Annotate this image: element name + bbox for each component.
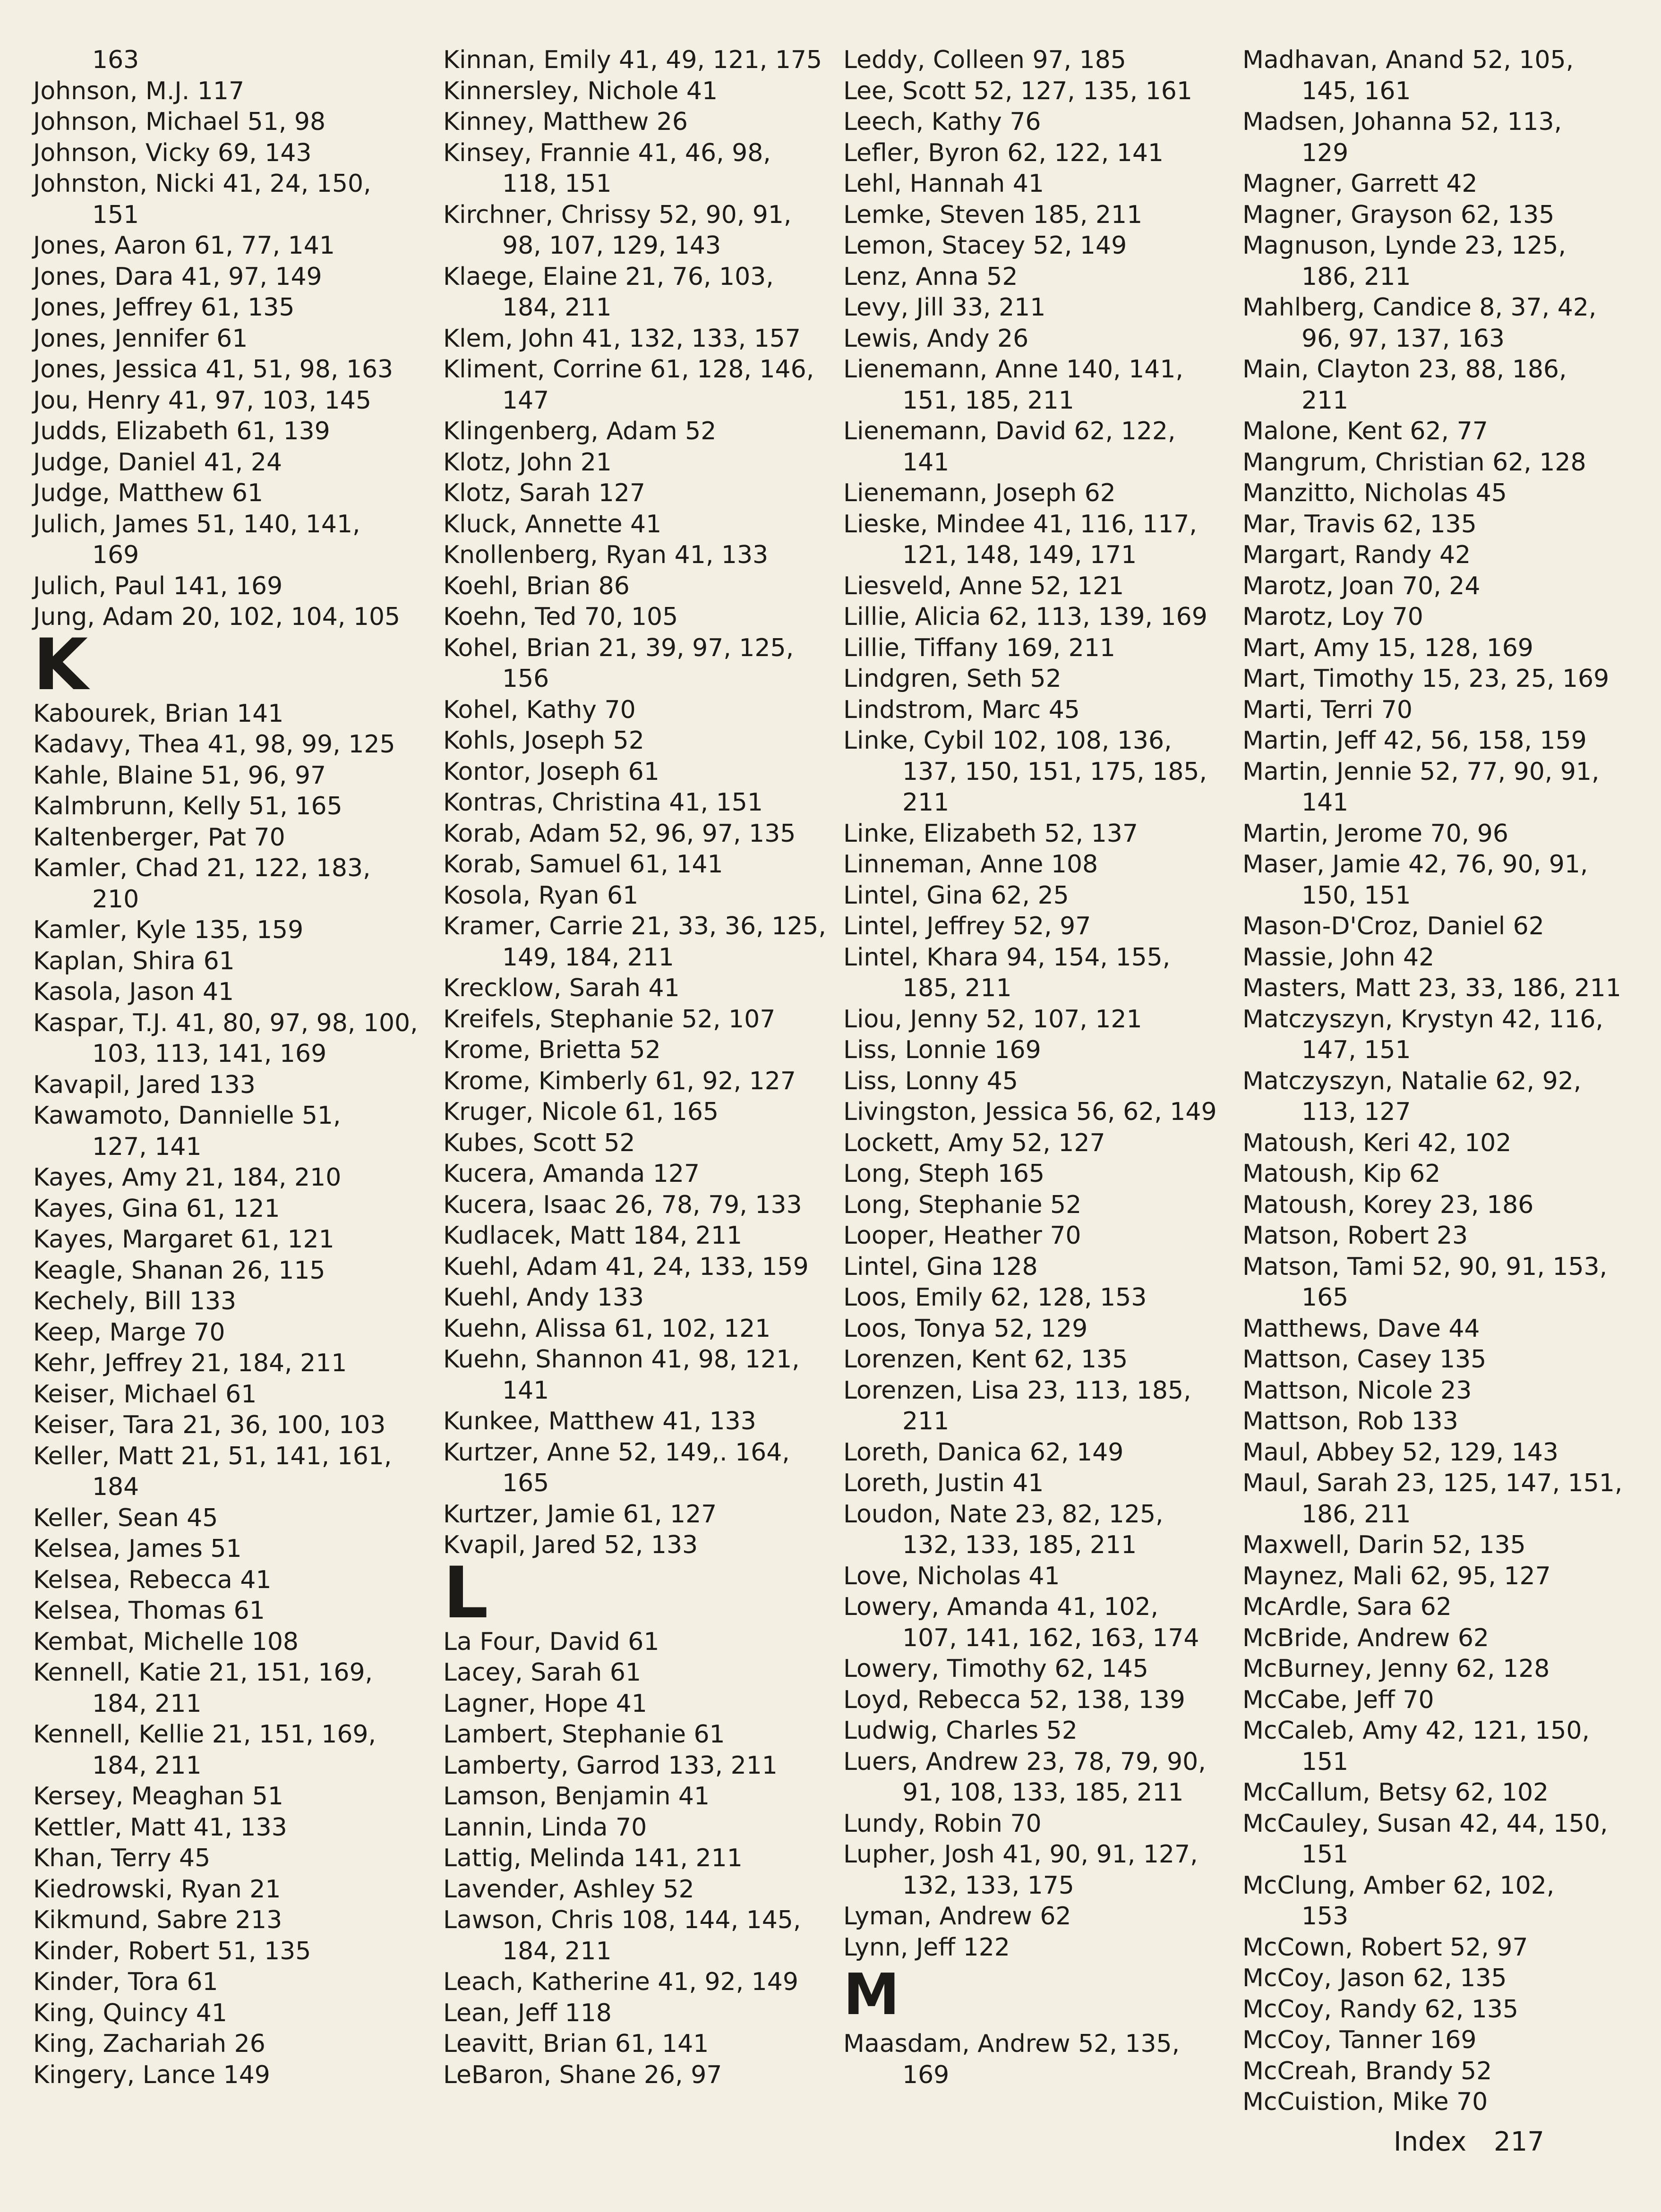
index-entry: Lintel, Khara 94, 154, 155, [843,943,1171,972]
index-entry: Loreth, Danica 62, 149 [843,1438,1124,1467]
index-entry: Mangrum, Christian 62, 128 [1242,448,1586,477]
index-entry: Kvapil, Jared 52, 133 [443,1531,698,1559]
section-letter-m: M [843,1962,897,2028]
index-entry: Magner, Grayson 62, 135 [1242,200,1555,229]
index-entry: Kechely, Bill 133 [33,1287,237,1315]
index-entry-continuation: 107, 141, 162, 163, 174 [902,1623,1199,1652]
index-entry: Mattson, Rob 133 [1242,1407,1458,1435]
index-entry-continuation: 151 [92,200,139,229]
index-entry: Liss, Lonnie 169 [843,1036,1041,1064]
index-entry: Korab, Adam 52, 96, 97, 135 [443,819,796,848]
index-entry: Lienemann, Joseph 62 [843,479,1116,507]
index-entry: Jones, Jessica 41, 51, 98, 163 [33,355,394,384]
index-entry: Kohls, Joseph 52 [443,726,644,755]
index-entry: Leech, Kathy 76 [843,108,1041,136]
index-entry: Lowery, Amanda 41, 102, [843,1593,1159,1621]
index-entry: Loos, Emily 62, 128, 153 [843,1283,1147,1312]
index-entry: Lambert, Stephanie 61 [443,1720,725,1749]
index-entry: Masters, Matt 23, 33, 186, 211 [1242,974,1621,1002]
page-number: 217 [1493,2127,1544,2157]
index-entry: Judds, Elizabeth 61, 139 [33,417,330,445]
index-entry: Johnson, M.J. 117 [33,77,245,105]
index-entry: Lavender, Ashley 52 [443,1875,694,1904]
index-entry: Mattson, Casey 135 [1242,1345,1487,1374]
index-entry: Marti, Terri 70 [1242,695,1413,724]
index-entry: Marotz, Joan 70, 24 [1242,572,1481,600]
index-entry: Matson, Robert 23 [1242,1221,1468,1250]
index-entry-continuation: 186, 211 [1301,1500,1411,1529]
index-entry: Lagner, Hope 41 [443,1689,647,1718]
index-entry: Looper, Heather 70 [843,1221,1081,1250]
index-entry: Kavapil, Jared 133 [33,1070,256,1099]
index-entry: Lynn, Jeff 122 [843,1933,1010,1962]
index-entry: Kayes, Margaret 61, 121 [33,1225,334,1254]
index-entry-continuation: 113, 127 [1301,1098,1411,1126]
index-column-4 [1242,45,1622,2118]
index-entry: Malone, Kent 62, 77 [1242,417,1488,445]
index-entry: McArdle, Sara 62 [1242,1593,1452,1621]
index-entry: Lemon, Stacey 52, 149 [843,231,1127,260]
index-entry-continuation: 132, 133, 185, 211 [902,1531,1137,1559]
index-entry: Kinder, Tora 61 [33,1968,218,1996]
index-entry-continuation: 165 [1301,1283,1349,1312]
index-entry-continuation: 91, 108, 133, 185, 211 [902,1778,1184,1807]
index-entry: Kasola, Jason 41 [33,978,234,1006]
index-entry: Lockett, Amy 52, 127 [843,1128,1105,1157]
index-entry-continuation: 184 [92,1473,139,1501]
section-letter-k: K [33,623,88,706]
index-entry: Lehl, Hannah 41 [843,170,1044,198]
index-entry: Main, Clayton 23, 88, 186, [1242,355,1567,384]
index-entry: Kinney, Matthew 26 [443,108,688,136]
index-entry: Kuehl, Andy 133 [443,1283,644,1312]
index-entry: Kirchner, Chrissy 52, 90, 91, [443,200,792,229]
index-entry: Lewis, Andy 26 [843,324,1029,353]
index-entry: Manzitto, Nicholas 45 [1242,479,1507,507]
index-entry: Matczyszyn, Natalie 62, 92, [1242,1067,1582,1095]
index-entry: Love, Nicholas 41 [843,1562,1060,1590]
index-entry: Koehn, Ted 70, 105 [443,603,678,631]
index-entry: Keiser, Tara 21, 36, 100, 103 [33,1411,386,1439]
index-entry: McClung, Amber 62, 102, [1242,1871,1555,1900]
index-entry-continuation: 141 [502,1376,549,1405]
index-entry: McBurney, Jenny 62, 128 [1242,1655,1550,1683]
index-entry: Kelsea, Rebecca 41 [33,1565,272,1594]
index-entry-continuation: 96, 97, 137, 163 [1301,324,1505,353]
index-entry-continuation: 141 [902,448,950,477]
index-entry-continuation: 210 [92,885,139,914]
index-entry: Lattig, Melinda 141, 211 [443,1844,743,1872]
index-entry: Lannin, Linda 70 [443,1813,647,1842]
index-entry: Krome, Brietta 52 [443,1036,661,1064]
index-entry: Lawson, Chris 108, 144, 145, [443,1906,801,1934]
index-entry: Keep, Marge 70 [33,1318,225,1347]
index-entry: Kudlacek, Matt 184, 211 [443,1221,743,1250]
index-entry-continuation: 150, 151 [1301,881,1411,910]
index-entry: Margart, Randy 42 [1242,541,1471,569]
index-entry: Lorenzen, Kent 62, 135 [843,1345,1128,1374]
index-entry-continuation: 127, 141 [92,1132,202,1161]
index-entry: Kadavy, Thea 41, 98, 99, 125 [33,730,395,759]
index-entry-continuation: 211 [1301,386,1349,415]
index-entry-continuation: 169 [902,2060,950,2089]
index-entry: Lienemann, Anne 140, 141, [843,355,1183,384]
index-entry: Kiedrowski, Ryan 21 [33,1875,281,1904]
index-entry-continuation: 151 [1301,1747,1349,1776]
index-entry: Kinnan, Emily 41, 49, 121, 175 [443,46,822,74]
index-entry-continuation: 211 [902,1407,950,1435]
index-entry: McCown, Robert 52, 97 [1242,1933,1528,1962]
index-entry: Kohel, Brian 21, 39, 97, 125, [443,633,794,662]
index-entry: Maasdam, Andrew 52, 135, [843,2030,1180,2058]
index-entry: Matoush, Korey 23, 186 [1242,1190,1534,1219]
index-entry: Leach, Katherine 41, 92, 149 [443,1968,798,1996]
index-entry-continuation: 151 [1301,1840,1349,1869]
index-entry: Kalmbrunn, Kelly 51, 165 [33,792,342,820]
index-entry: Maser, Jamie 42, 76, 90, 91, [1242,850,1588,879]
index-entry: Lindstrom, Marc 45 [843,695,1080,724]
index-entry: Klem, John 41, 132, 133, 157 [443,324,801,353]
index-entry: Judge, Daniel 41, 24 [33,448,283,477]
index-entry: Johnston, Nicki 41, 24, 150, [33,170,371,198]
index-entry: Liou, Jenny 52, 107, 121 [843,1005,1142,1033]
index-entry: Liesveld, Anne 52, 121 [843,572,1124,600]
index-entry-continuation: 137, 150, 151, 175, 185, [902,757,1207,786]
index-entry-continuation: 211 [902,788,950,817]
index-entry: Linke, Elizabeth 52, 137 [843,819,1138,848]
index-entry: McCoy, Randy 62, 135 [1242,1995,1519,2024]
index-entry-continuation: 153 [1301,1902,1349,1930]
index-entry-continuation: 156 [502,665,549,693]
index-entry: Keller, Matt 21, 51, 141, 161, [33,1442,392,1470]
index-entry: Lowery, Timothy 62, 145 [843,1655,1148,1683]
index-entry: Lintel, Jeffrey 52, 97 [843,912,1091,940]
index-entry: Mason-D'Croz, Daniel 62 [1242,912,1544,940]
index-entry: Khan, Terry 45 [33,1844,211,1872]
index-entry: Kamler, Kyle 135, 159 [33,916,304,944]
index-entry-continuation: 141 [1301,788,1349,817]
index-entry: Mart, Timothy 15, 23, 25, 169 [1242,665,1610,693]
index-entry: Knollenberg, Ryan 41, 133 [443,541,769,569]
index-entry: Lamson, Benjamin 41 [443,1782,710,1811]
index-entry: McCaleb, Amy 42, 121, 150, [1242,1717,1590,1745]
index-entry: Lefler, Byron 62, 122, 141 [843,138,1164,167]
index-entry: Lenz, Anna 52 [843,262,1018,291]
index-entry: Klotz, Sarah 127 [443,479,645,507]
index-entry: Kamler, Chad 21, 122, 183, [33,854,371,882]
index-entry: Kaplan, Shira 61 [33,947,235,975]
index-entry: Kontor, Joseph 61 [443,757,659,786]
index-entry: Loudon, Nate 23, 82, 125, [843,1500,1164,1529]
index-entry: Julich, Paul 141, 169 [33,572,283,600]
index-entry: Lundy, Robin 70 [843,1809,1042,1838]
index-entry-continuation: 121, 148, 149, 171 [902,541,1137,569]
index-entry-continuation: 103, 113, 141, 169 [92,1040,327,1068]
index-entry: Kosola, Ryan 61 [443,881,639,910]
index-entry: Madhavan, Anand 52, 105, [1242,46,1574,74]
index-entry: Kaspar, T.J. 41, 80, 97, 98, 100, [33,1008,418,1037]
index-entry: Jones, Aaron 61, 77, 141 [33,231,335,260]
index-entry: Kliment, Corrine 61, 128, 146, [443,355,814,384]
index-entry-continuation: 132, 133, 175 [902,1871,1074,1900]
index-entry: Liss, Lonny 45 [843,1067,1018,1095]
index-column-2 [443,45,826,2091]
index-entry: Magnuson, Lynde 23, 125, [1242,231,1567,260]
index-entry: Kayes, Gina 61, 121 [33,1194,280,1223]
index-entry: Johnson, Michael 51, 98 [33,108,326,136]
index-entry: Kingery, Lance 149 [33,2060,270,2089]
index-entry: Kontras, Christina 41, 151 [443,788,763,817]
index-entry-continuation: 147, 151 [1301,1036,1411,1064]
index-entry: Kuehl, Adam 41, 24, 133, 159 [443,1252,809,1281]
index-entry: McCabe, Jeff 70 [1242,1685,1434,1714]
index-entry-continuation: 98, 107, 129, 143 [502,231,721,260]
index-entry: Kurtzer, Anne 52, 149,. 164, [443,1438,790,1467]
index-entry-continuation: 129 [1301,138,1349,167]
index-entry: Maul, Abbey 52, 129, 143 [1242,1438,1558,1467]
index-entry: Kuehn, Alissa 61, 102, 121 [443,1314,771,1343]
index-entry: Kuehn, Shannon 41, 98, 121, [443,1345,800,1374]
section-letter-l: L [443,1552,488,1634]
index-entry-continuation: 145, 161 [1301,77,1411,105]
index-entry: Linneman, Anne 108 [843,850,1098,879]
index-entry: Keagle, Shanan 26, 115 [33,1256,325,1285]
index-entry-continuation: 184, 211 [92,1689,202,1718]
index-entry: Matthews, Dave 44 [1242,1314,1480,1343]
index-entry-continuation: 184, 211 [502,1937,612,1965]
index-entry: Leavitt, Brian 61, 141 [443,2030,709,2058]
index-entry: Lintel, Gina 128 [843,1252,1038,1281]
index-entry: Kelsea, James 51 [33,1535,242,1563]
footer-label: Index [1394,2127,1467,2157]
index-entry: Kurtzer, Jamie 61, 127 [443,1500,717,1529]
index-entry-continuation: 186, 211 [1301,262,1411,291]
index-entry: Lillie, Alicia 62, 113, 139, 169 [843,603,1207,631]
index-entry: Linke, Cybil 102, 108, 136, [843,726,1172,755]
index-entry: Kennell, Katie 21, 151, 169, [33,1658,373,1687]
index-entry: Mattson, Nicole 23 [1242,1376,1472,1405]
index-entry-continuation: 165 [502,1469,549,1497]
index-entry-continuation: 185, 211 [902,974,1012,1002]
index-entry: Kaltenberger, Pat 70 [33,823,285,852]
index-entry: Mart, Amy 15, 128, 169 [1242,633,1533,662]
index-entry: Johnson, Vicky 69, 143 [33,138,312,167]
index-entry: Jones, Jennifer 61 [33,324,248,353]
index-entry: Loos, Tonya 52, 129 [843,1314,1088,1343]
index-entry: Lean, Jeff 118 [443,1998,612,2027]
index-entry: Jones, Dara 41, 97, 149 [33,262,322,291]
index-entry: Kawamoto, Dannielle 51, [33,1102,341,1130]
index-entry: Kreifels, Stephanie 52, 107 [443,1005,776,1033]
index-entry: Jung, Adam 20, 102, 104, 105 [33,603,401,631]
index-entry: Mar, Travis 62, 135 [1242,510,1477,538]
index-entry: Maynez, Mali 62, 95, 127 [1242,1562,1551,1590]
index-entry: Maul, Sarah 23, 125, 147, 151, [1242,1469,1623,1497]
index-entry-continuation: 184, 211 [92,1751,202,1780]
index-entry: Mahlberg, Candice 8, 37, 42, [1242,293,1597,322]
index-entry: Krome, Kimberly 61, 92, 127 [443,1067,796,1095]
index-entry: Lyman, Andrew 62 [843,1902,1071,1930]
index-entry: Long, Stephanie 52 [843,1190,1082,1219]
page-footer [1394,2128,1563,2156]
index-entry: Levy, Jill 33, 211 [843,293,1046,322]
index-entry-continuation: 151, 185, 211 [902,386,1074,415]
index-entry: McCauley, Susan 42, 44, 150, [1242,1809,1608,1838]
index-entry: Kembat, Michelle 108 [33,1627,299,1656]
index-entry: Matczyszyn, Krystyn 42, 116, [1242,1005,1603,1033]
index-entry-continuation: 149, 184, 211 [502,943,674,972]
index-entry: McCoy, Jason 62, 135 [1242,1964,1507,1992]
index-entry-continuation: 147 [502,386,549,415]
index-entry: Kikmund, Sabre 213 [33,1906,283,1934]
index-entry: Kennell, Kellie 21, 151, 169, [33,1720,377,1749]
index-entry: Judge, Matthew 61 [33,479,264,507]
index-entry: King, Quincy 41 [33,1998,227,2027]
index-entry: Long, Steph 165 [843,1160,1045,1188]
index-entry: Kunkee, Matthew 41, 133 [443,1407,756,1435]
index-entry: Lieske, Mindee 41, 116, 117, [843,510,1197,538]
index-entry: Martin, Jeff 42, 56, 158, 159 [1242,726,1587,755]
index-entry: Lorenzen, Lisa 23, 113, 185, [843,1376,1191,1405]
index-entry-continuation: 118, 151 [502,170,612,198]
index-entry: Lee, Scott 52, 127, 135, 161 [843,77,1192,105]
index-entry: McCuistion, Mike 70 [1242,2088,1488,2116]
index-entry: Klotz, John 21 [443,448,612,477]
index-entry: Keiser, Michael 61 [33,1380,257,1409]
index-entry: Matoush, Kip 62 [1242,1160,1441,1188]
index-entry: Kruger, Nicole 61, 165 [443,1098,719,1126]
continued-page-numbers: 163 [92,46,139,74]
index-entry: Kersey, Meaghan 51 [33,1782,284,1811]
index-entry: Lupher, Josh 41, 90, 91, 127, [843,1840,1198,1869]
index-entry: Loreth, Justin 41 [843,1469,1044,1497]
index-entry: McCreah, Brandy 52 [1242,2057,1492,2085]
index-entry: Livingston, Jessica 56, 62, 149 [843,1098,1217,1126]
index-entry: Kluck, Annette 41 [443,510,662,538]
index-entry: Klingenberg, Adam 52 [443,417,717,445]
index-entry: Lienemann, David 62, 122, [843,417,1176,445]
index-entry: Kehr, Jeffrey 21, 184, 211 [33,1349,347,1377]
index-entry: Marotz, Loy 70 [1242,603,1423,631]
index-entry-continuation: 169 [92,541,139,569]
index-entry: Massie, John 42 [1242,943,1435,972]
index-entry: La Four, David 61 [443,1627,659,1656]
index-entry: Kucera, Isaac 26, 78, 79, 133 [443,1190,802,1219]
index-entry: Kohel, Kathy 70 [443,695,636,724]
index-entry: Kubes, Scott 52 [443,1128,635,1157]
index-entry: Martin, Jennie 52, 77, 90, 91, [1242,757,1600,786]
index-entry: Julich, James 51, 140, 141, [33,510,360,538]
index-entry: Jones, Jeffrey 61, 135 [33,293,295,322]
index-entry: Korab, Samuel 61, 141 [443,850,723,879]
index-entry: Madsen, Johanna 52, 113, [1242,108,1562,136]
index-entry: Magner, Garrett 42 [1242,170,1478,198]
index-entry-continuation: 184, 211 [502,293,612,322]
index-entry: Klaege, Elaine 21, 76, 103, [443,262,774,291]
index-entry: Maxwell, Darin 52, 135 [1242,1531,1526,1559]
index-entry: King, Zachariah 26 [33,2030,265,2058]
index-entry: Krecklow, Sarah 41 [443,974,680,1002]
index-entry: McBride, Andrew 62 [1242,1623,1490,1652]
index-entry: Loyd, Rebecca 52, 138, 139 [843,1685,1185,1714]
index-entry: Lillie, Tiffany 169, 211 [843,633,1115,662]
index-entry: Matson, Tami 52, 90, 91, 153, [1242,1252,1608,1281]
index-entry: Keller, Sean 45 [33,1503,218,1532]
index-entry: Lacey, Sarah 61 [443,1658,642,1687]
index-entry: Kabourek, Brian 141 [33,699,284,728]
index-entry: Kahle, Blaine 51, 96, 97 [33,761,326,790]
index-entry: LeBaron, Shane 26, 97 [443,2060,722,2089]
index-entry: Ludwig, Charles 52 [843,1717,1078,1745]
index-entry: Lindgren, Seth 52 [843,665,1062,693]
index-entry: Kinder, Robert 51, 135 [33,1937,311,1965]
index-entry: Kayes, Amy 21, 184, 210 [33,1163,342,1192]
index-entry: Lamberty, Garrod 133, 211 [443,1751,778,1780]
index-entry: Lintel, Gina 62, 25 [843,881,1069,910]
index-entry: Matoush, Keri 42, 102 [1242,1128,1512,1157]
index-column-1 [33,45,418,2091]
index-entry: McCallum, Betsy 62, 102 [1242,1778,1549,1807]
index-entry: Luers, Andrew 23, 78, 79, 90, [843,1747,1206,1776]
index-column-3 [843,45,1217,2091]
index-entry: Koehl, Brian 86 [443,572,630,600]
index-entry: Kucera, Amanda 127 [443,1160,700,1188]
index-entry: Kinsey, Frannie 41, 46, 98, [443,138,771,167]
index-entry: Kramer, Carrie 21, 33, 36, 125, [443,912,826,940]
index-entry: Kelsea, Thomas 61 [33,1597,265,1625]
index-entry: Kinnersley, Nichole 41 [443,77,718,105]
index-entry: Jou, Henry 41, 97, 103, 145 [33,386,371,415]
index-entry: Lemke, Steven 185, 211 [843,200,1143,229]
index-entry: McCoy, Tanner 169 [1242,2026,1477,2054]
index-entry: Kettler, Matt 41, 133 [33,1813,287,1842]
index-entry: Martin, Jerome 70, 96 [1242,819,1508,848]
index-entry: Leddy, Colleen 97, 185 [843,46,1126,74]
